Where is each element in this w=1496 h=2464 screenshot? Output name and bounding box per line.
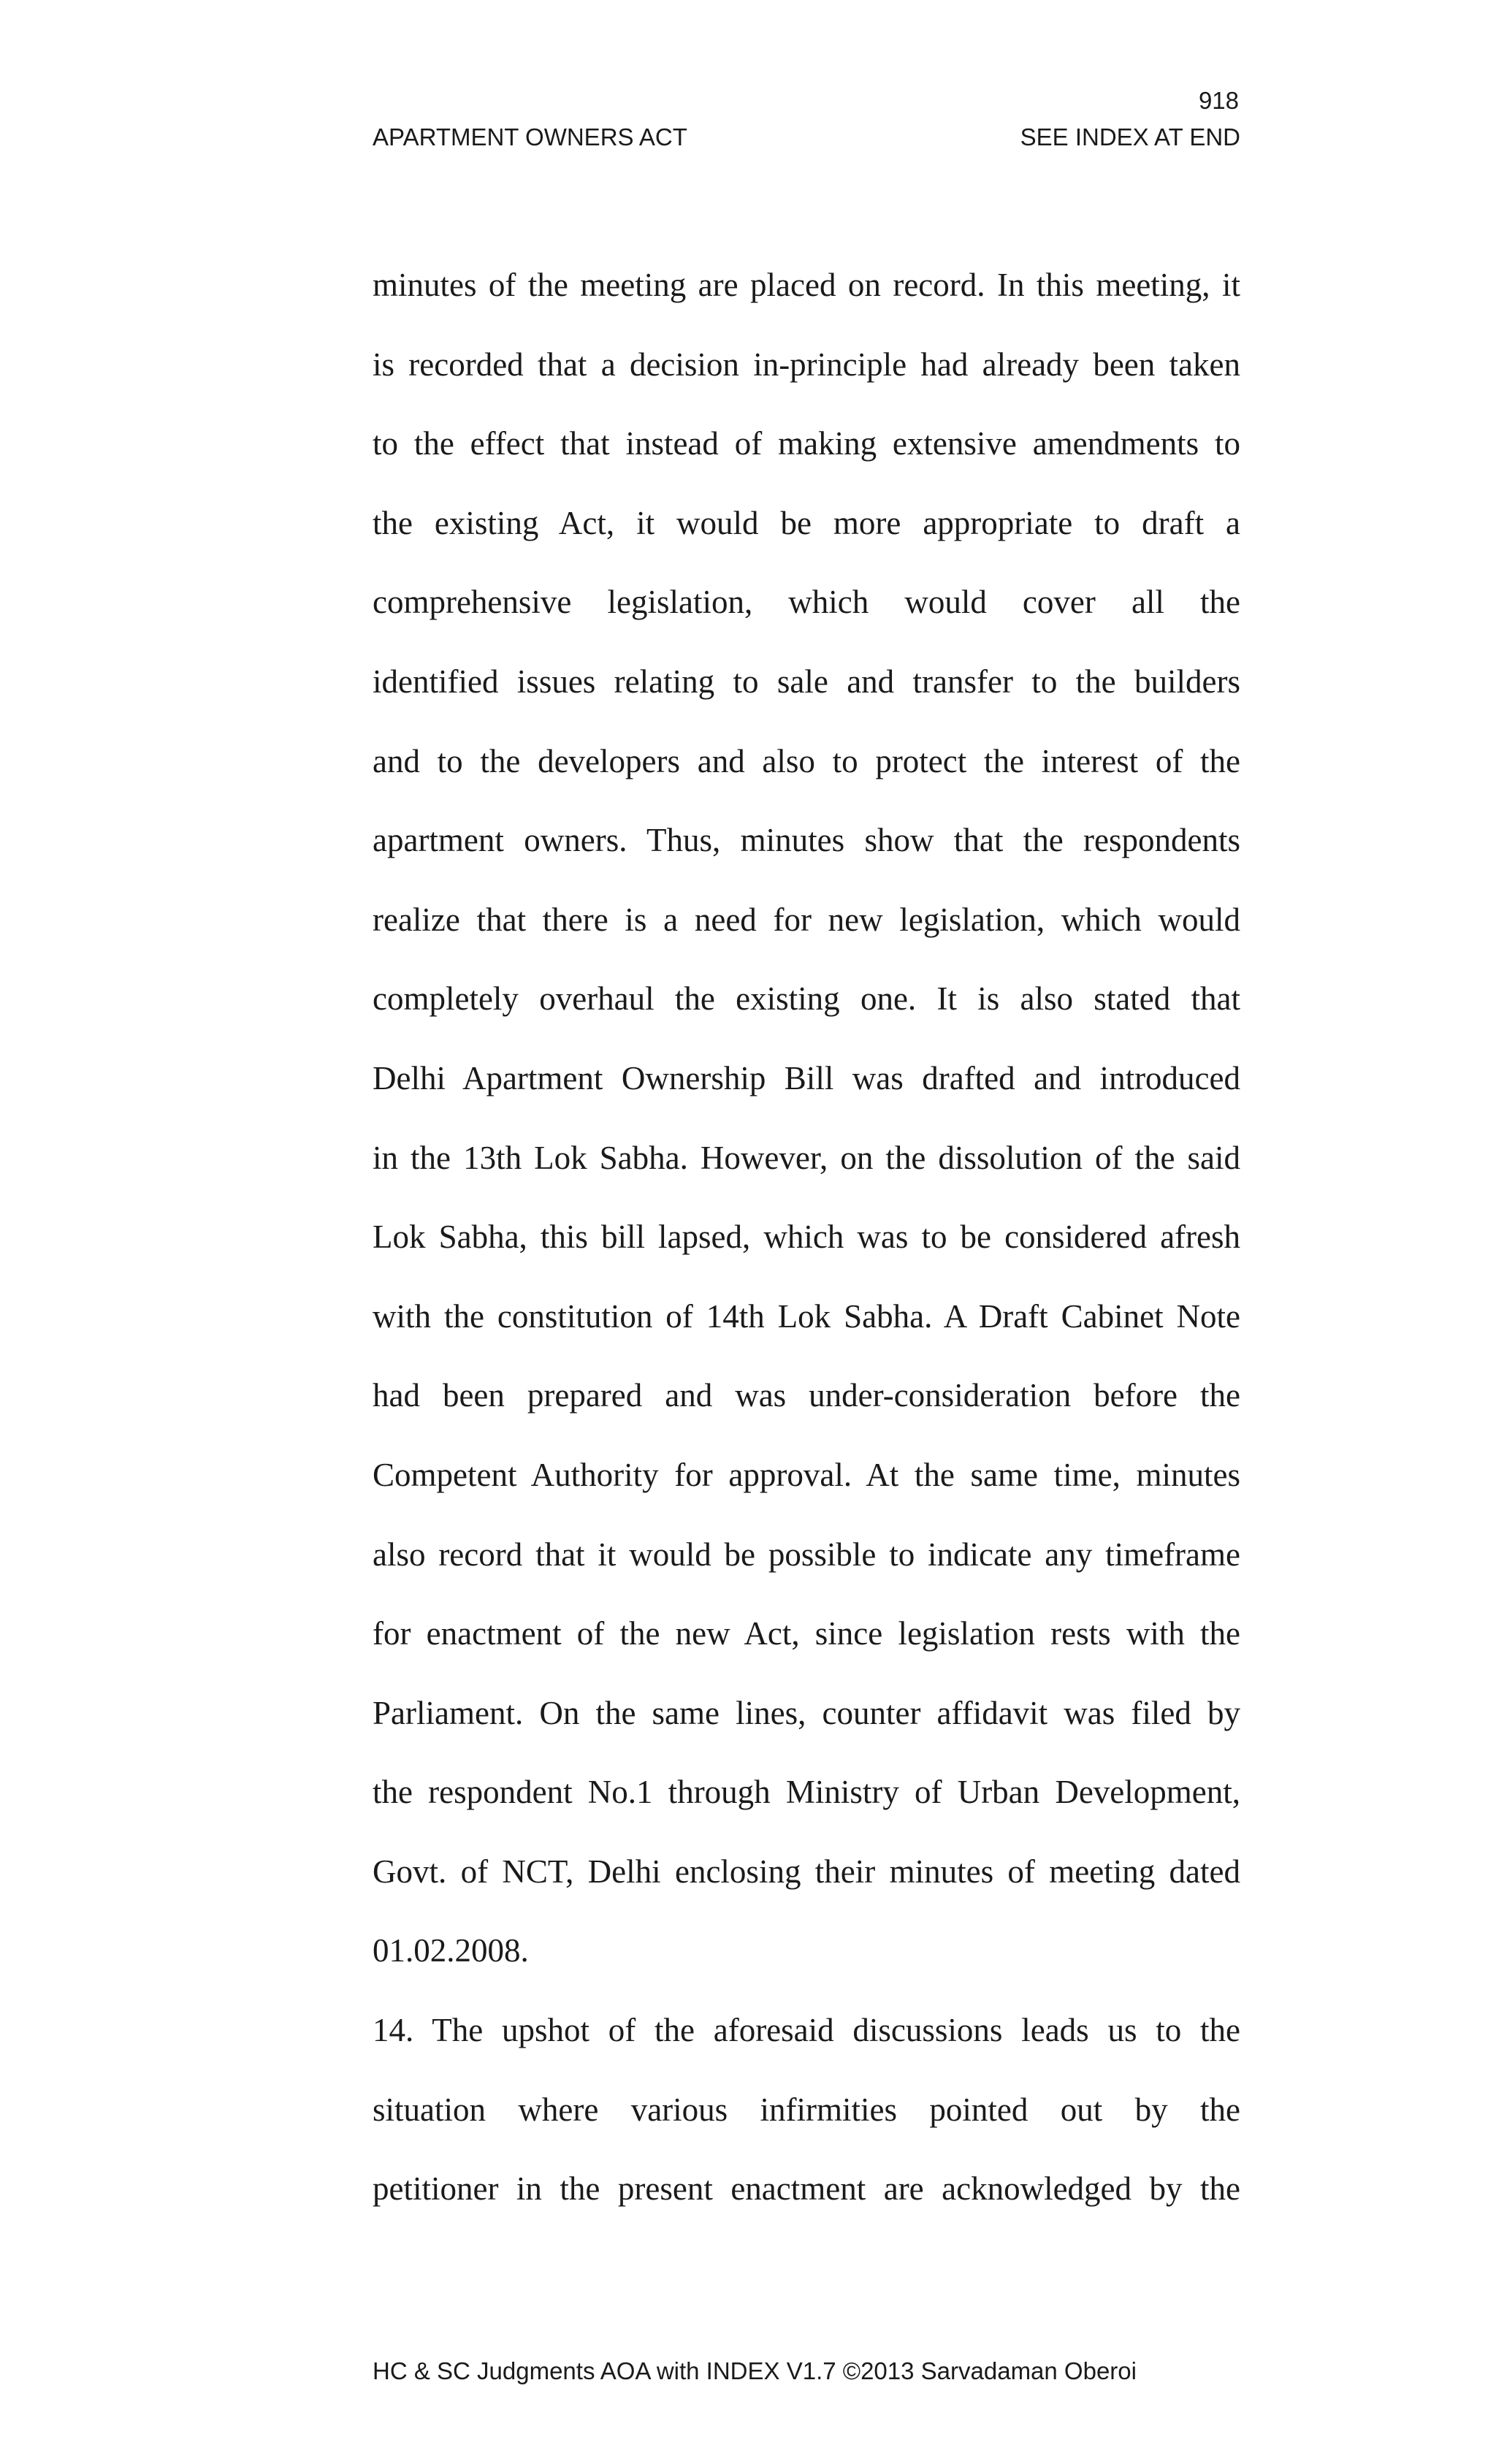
text-line: completely overhaul the existing one. It is also stated that <box>373 980 1240 1018</box>
text-line: identified issues relating to sale and transfer to the builders <box>373 663 1240 700</box>
text-line: petitioner in the present enactment are acknowledged by the <box>373 2170 1240 2208</box>
text-line: 14. The upshot of the aforesaid discussions leads us to the <box>373 2012 1240 2049</box>
text-line: situation where various infirmities pointed out by the <box>373 2091 1240 2128</box>
text-line: the respondent No.1 through Ministry of Urban Development, <box>373 1774 1240 1811</box>
text-line: Competent Authority for approval. At the same time, minutes <box>373 1456 1240 1493</box>
text-line: minutes of the meeting are placed on record. In this meeting, it <box>373 267 1240 303</box>
header-right-title: SEE INDEX AT END <box>1020 123 1240 150</box>
text-line: for enactment of the new Act, since legislation rests with the <box>373 1615 1240 1652</box>
text-line: had been prepared and was under-consideration before the <box>373 1377 1240 1414</box>
text-line: also record that it would be possible to indicate any timeframe <box>373 1536 1240 1573</box>
text-line: comprehensive legislation, which would cover all the <box>373 584 1240 621</box>
text-line: realize that there is a need for new legislation, which would <box>373 901 1240 938</box>
text-line: to the effect that instead of making extensive amendments to <box>373 425 1240 462</box>
running-header <box>373 123 1240 152</box>
judgment-body-text <box>373 263 1240 2246</box>
header-left-title: APARTMENT OWNERS ACT <box>373 123 687 150</box>
text-line: is recorded that a decision in-principle had already been taken <box>373 346 1240 383</box>
text-line: Delhi Apartment Ownership Bill was drafted and introduced <box>373 1059 1240 1096</box>
text-line: the existing Act, it would be more appropriate to draft a <box>373 504 1240 541</box>
text-line: apartment owners. Thus, minutes show that the respondents <box>373 822 1240 859</box>
text-line: and to the developers and also to protect the interest of the <box>373 742 1240 779</box>
page-footer: HC & SC Judgments AOA with INDEX V1.7 ©2013 Sarvadaman Oberoi <box>373 2357 1137 2384</box>
page-number: 918 <box>1198 87 1239 114</box>
text-line: in the 13th Lok Sabha. However, on the dissolution of the said <box>373 1139 1240 1176</box>
text-line: with the constitution of 14th Lok Sabha. A Draft Cabinet Note <box>373 1297 1240 1335</box>
text-line: Govt. of NCT, Delhi enclosing their minutes of meeting dated <box>373 1853 1240 1890</box>
text-line: Parliament. On the same lines, counter affidavit was filed by <box>373 1694 1240 1731</box>
text-line: 01.02.2008. <box>373 1932 529 1969</box>
text-line: Lok Sabha, this bill lapsed, which was to be considered afresh <box>373 1218 1240 1256</box>
